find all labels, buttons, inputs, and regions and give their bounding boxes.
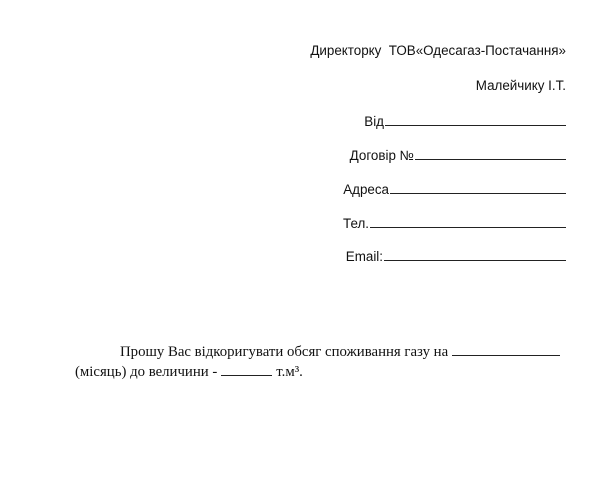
contract-field <box>246 147 566 162</box>
email-field <box>246 248 566 263</box>
address-field <box>246 181 566 196</box>
request-line-2 <box>75 362 570 382</box>
email-label: Email: <box>345 249 383 265</box>
addressee-name: Малейчику І.Т. <box>475 78 566 94</box>
address-label: Адреса <box>343 181 389 197</box>
request-text-part2: (місяць) до величини - <box>75 364 218 380</box>
phone-label: Тел. <box>343 215 369 231</box>
addressee-block <box>246 44 566 282</box>
addressee-title: Директорку ТОВ«Одесагаз-Постачання» <box>310 43 566 58</box>
phone-field <box>246 215 566 230</box>
from-label: Від <box>364 113 384 129</box>
contract-label: Договір № <box>349 147 414 163</box>
email-blank[interactable] <box>384 248 566 261</box>
addressee-name-line <box>246 79 566 92</box>
address-blank[interactable] <box>390 181 566 194</box>
request-paragraph <box>75 342 570 382</box>
from-blank[interactable] <box>385 113 566 126</box>
from-field <box>246 113 566 128</box>
month-blank[interactable] <box>452 342 560 356</box>
unit-label: т.м³. <box>276 364 303 380</box>
volume-blank[interactable] <box>221 362 272 376</box>
phone-blank[interactable] <box>370 215 566 228</box>
addressee-line <box>246 44 566 57</box>
request-line-1 <box>75 342 570 362</box>
contract-blank[interactable] <box>415 147 566 160</box>
request-text-part1: Прошу Вас відкоригувати обсяг споживання газу на <box>120 344 449 360</box>
